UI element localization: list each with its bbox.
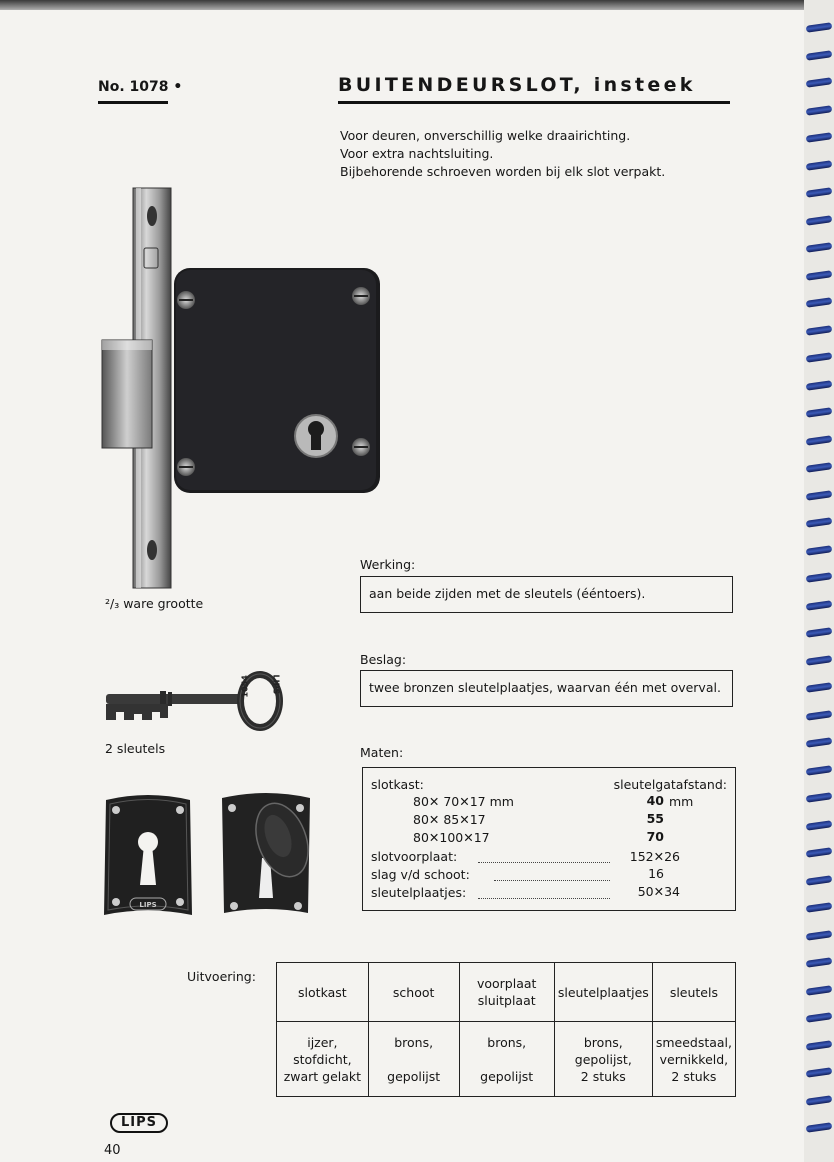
spiral-coil bbox=[806, 627, 833, 638]
intro-line-1: Voor deuren, onverschillig welke draairichting. bbox=[340, 128, 631, 143]
keyhole-plate-with-cover-illustration bbox=[218, 788, 318, 923]
spiral-coil bbox=[806, 380, 833, 391]
spiral-coil bbox=[806, 545, 833, 556]
spiral-binding bbox=[804, 0, 834, 1162]
sleutelplaatjes-leader bbox=[478, 898, 610, 899]
mortise-lock-illustration bbox=[96, 180, 396, 595]
spiral-coil bbox=[806, 160, 833, 171]
product-title: BUITENDEURSLOT, insteek bbox=[338, 74, 696, 96]
spiral-coil bbox=[806, 22, 833, 33]
spiral-coil bbox=[806, 847, 833, 858]
spiral-coil bbox=[806, 462, 833, 473]
werking-box bbox=[360, 576, 733, 613]
spiral-coil bbox=[806, 1067, 833, 1078]
spiral-coil bbox=[806, 930, 833, 941]
product-title-rule bbox=[338, 101, 730, 104]
spiral-coil bbox=[806, 765, 833, 776]
spiral-coil bbox=[806, 325, 833, 336]
slotvoorplaat-leader bbox=[478, 862, 610, 863]
uitvoering-label: Uitvoering: bbox=[187, 969, 256, 984]
spiral-coil bbox=[806, 985, 833, 996]
afstand-1: 40 bbox=[646, 793, 664, 808]
slotkast-label: slotkast: bbox=[371, 777, 424, 792]
spiral-coil bbox=[806, 902, 833, 913]
spiral-coil bbox=[806, 77, 833, 88]
afstand-label: sleutelgatafstand: bbox=[613, 777, 727, 792]
scale-caption: ²/₃ ware grootte bbox=[105, 596, 204, 611]
slotvoorplaat-label: slotvoorplaat: bbox=[371, 849, 458, 864]
lips-logo: LIPS bbox=[110, 1113, 168, 1133]
afstand-unit: mm bbox=[669, 794, 694, 809]
spiral-coil bbox=[806, 682, 833, 693]
afstand-3: 70 bbox=[646, 829, 664, 844]
spiral-coil bbox=[806, 792, 833, 803]
header-sleutelplaatjes: sleutelplaatjes bbox=[554, 963, 652, 1022]
value-sleutelplaatjes: brons, gepolijst, 2 stuks bbox=[554, 1022, 652, 1097]
spiral-coil bbox=[806, 737, 833, 748]
keys-caption: 2 sleutels bbox=[105, 741, 166, 756]
beslag-label: Beslag: bbox=[360, 652, 407, 667]
slag-label: slag v/d schoot: bbox=[371, 867, 470, 882]
spiral-coil bbox=[806, 435, 833, 446]
afstand-2: 55 bbox=[646, 811, 664, 826]
spiral-coil bbox=[806, 1122, 833, 1133]
key-bow-text: LIPS bbox=[271, 674, 281, 695]
spiral-coil bbox=[806, 215, 833, 226]
spiral-coil bbox=[806, 1095, 833, 1106]
page-number: 40 bbox=[104, 1143, 121, 1158]
intro-line-2: Voor extra nachtsluiting. bbox=[340, 146, 494, 161]
spiral-coil bbox=[806, 655, 833, 666]
spiral-coil bbox=[806, 1012, 833, 1023]
spiral-coil bbox=[806, 105, 833, 116]
product-number: No. 1078 • bbox=[98, 79, 183, 95]
spiral-coil bbox=[806, 132, 833, 143]
spiral-coil bbox=[806, 242, 833, 253]
size-3: 80✕100✕17 bbox=[413, 830, 490, 845]
value-slotkast: ijzer, stofdicht, zwart gelakt bbox=[277, 1022, 369, 1097]
spiral-coil bbox=[806, 187, 833, 198]
spiral-coil bbox=[806, 875, 833, 886]
werking-label: Werking: bbox=[360, 557, 416, 572]
sleutelplaatjes-label: sleutelplaatjes: bbox=[371, 885, 467, 900]
spiral-coil bbox=[806, 1040, 833, 1051]
key-bow-number: 1054 bbox=[240, 675, 250, 698]
spiral-coil bbox=[806, 600, 833, 611]
spiral-coil bbox=[806, 957, 833, 968]
header-slotkast: slotkast bbox=[277, 963, 369, 1022]
size-2: 80✕ 85✕17 bbox=[413, 812, 486, 827]
maten-label: Maten: bbox=[360, 745, 404, 760]
size-1: 80✕ 70✕17 mm bbox=[413, 794, 514, 809]
table-row bbox=[277, 1022, 736, 1097]
value-voorplaat: brons, gepolijst bbox=[459, 1022, 554, 1097]
spiral-coil bbox=[806, 820, 833, 831]
beslag-box bbox=[360, 670, 733, 707]
table-header-row bbox=[277, 963, 736, 1022]
spiral-coil bbox=[806, 297, 833, 308]
plate-logo-text: LIPS bbox=[139, 901, 157, 909]
spiral-coil bbox=[806, 572, 833, 583]
product-number-rule bbox=[98, 101, 168, 104]
header-schoot: schoot bbox=[368, 963, 459, 1022]
spiral-coil bbox=[806, 710, 833, 721]
value-schoot: brons, gepolijst bbox=[368, 1022, 459, 1097]
key-illustration bbox=[100, 665, 290, 740]
value-sleutels: smeedstaal, vernikkeld, 2 stuks bbox=[652, 1022, 735, 1097]
sleutelplaatjes-value: 50✕34 bbox=[637, 884, 680, 899]
intro-text bbox=[340, 127, 665, 181]
spiral-coil bbox=[806, 407, 833, 418]
spiral-coil bbox=[806, 490, 833, 501]
slag-leader bbox=[494, 880, 610, 881]
header-voorplaat: voorplaat sluitplaat bbox=[459, 963, 554, 1022]
spiral-coil bbox=[806, 50, 833, 61]
slag-value: 16 bbox=[648, 866, 664, 881]
spiral-coil bbox=[806, 270, 833, 281]
uitvoering-table bbox=[276, 962, 736, 1097]
spiral-coil bbox=[806, 517, 833, 528]
slotvoorplaat-value: 152✕26 bbox=[629, 849, 680, 864]
intro-line-3: Bijbehorende schroeven worden bij elk slot verpakt. bbox=[340, 164, 666, 179]
header-sleutels: sleutels bbox=[652, 963, 735, 1022]
werking-text: aan beide zijden met de sleutels (ééntoers). bbox=[369, 586, 646, 601]
spiral-coil bbox=[806, 352, 833, 363]
beslag-text: twee bronzen sleutelplaatjes, waarvan één met overval. bbox=[369, 680, 721, 695]
